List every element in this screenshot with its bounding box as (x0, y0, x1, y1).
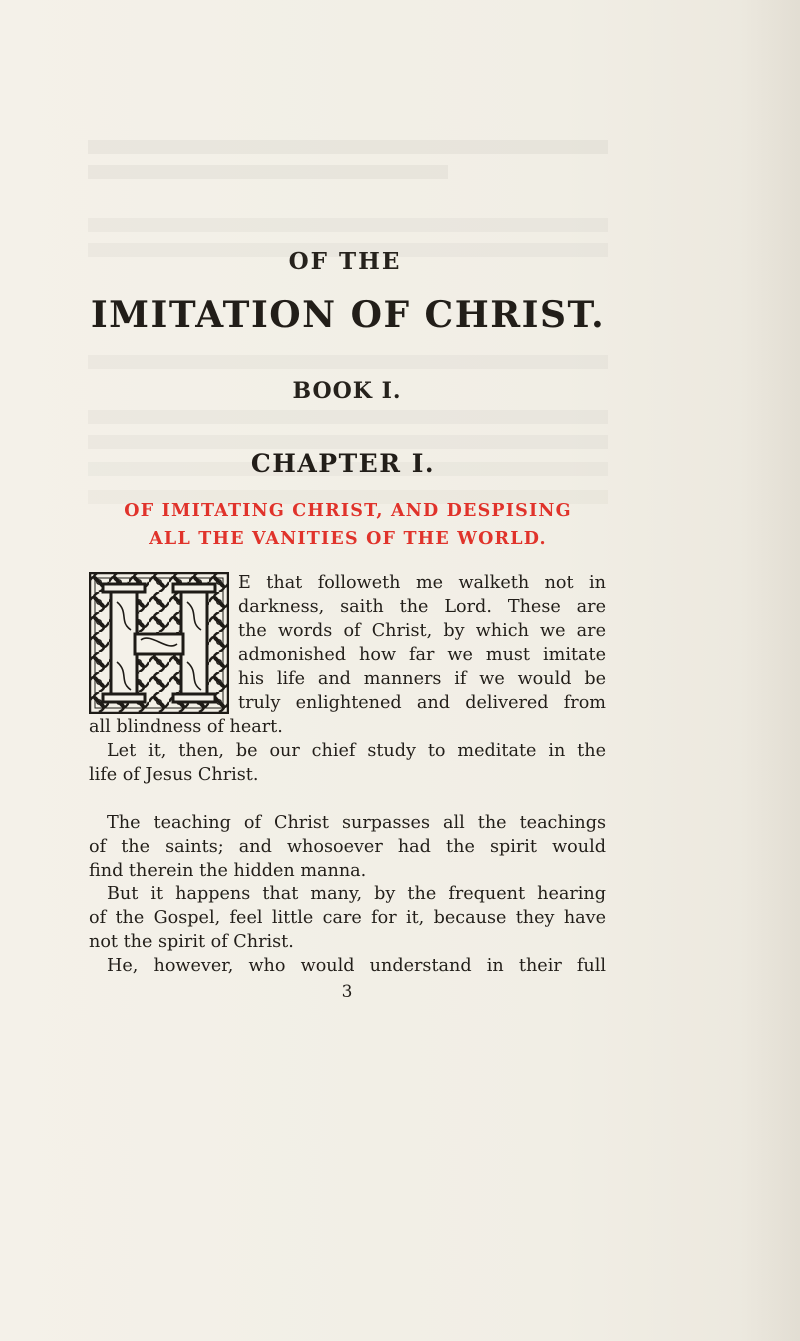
text-line: of the Gospel, feel little care for it, because they have (89, 908, 606, 928)
text-line: his life and manners if we would be (238, 669, 606, 689)
text-line: not the spirit of Christ. (89, 932, 294, 952)
text-line: the words of Christ, by which we are (238, 621, 606, 641)
text-line: E that followeth me walketh not in (238, 573, 606, 593)
text-line: Let it, then, be our chief study to meditate in the (107, 741, 606, 761)
chapter-label: CHAPTER I. (250, 449, 436, 478)
text-line: admonished how far we must imitate (238, 645, 606, 665)
chapter-title-line-2: ALL THE VANITIES OF THE WORLD. (149, 529, 547, 549)
page-number: 3 (341, 982, 353, 1002)
text-line: all blindness of heart. (89, 717, 283, 737)
heading-large: IMITATION OF CHRIST. (90, 294, 606, 336)
text-line: The teaching of Christ surpasses all the teachings (107, 813, 606, 833)
text-line: He, however, who would understand in their full (107, 956, 606, 976)
text-line: find therein the hidden manna. (89, 861, 367, 881)
drop-cap-ornament (89, 572, 229, 714)
text-line: truly enlightened and delivered from (238, 693, 606, 713)
text-line: But it happens that many, by the frequent hearing (107, 884, 606, 904)
book-label: BOOK I. (292, 378, 402, 404)
text-line: life of Jesus Christ. (89, 765, 259, 785)
chapter-title-line-1: OF IMITATING CHRIST, AND DESPISING (124, 501, 572, 521)
text-line: of the saints; and whosoever had the spirit would (89, 837, 606, 857)
page-edge-shadow (740, 0, 800, 1341)
text-line: darkness, saith the Lord. These are (238, 597, 606, 617)
heading-small: OF THE (288, 248, 402, 275)
